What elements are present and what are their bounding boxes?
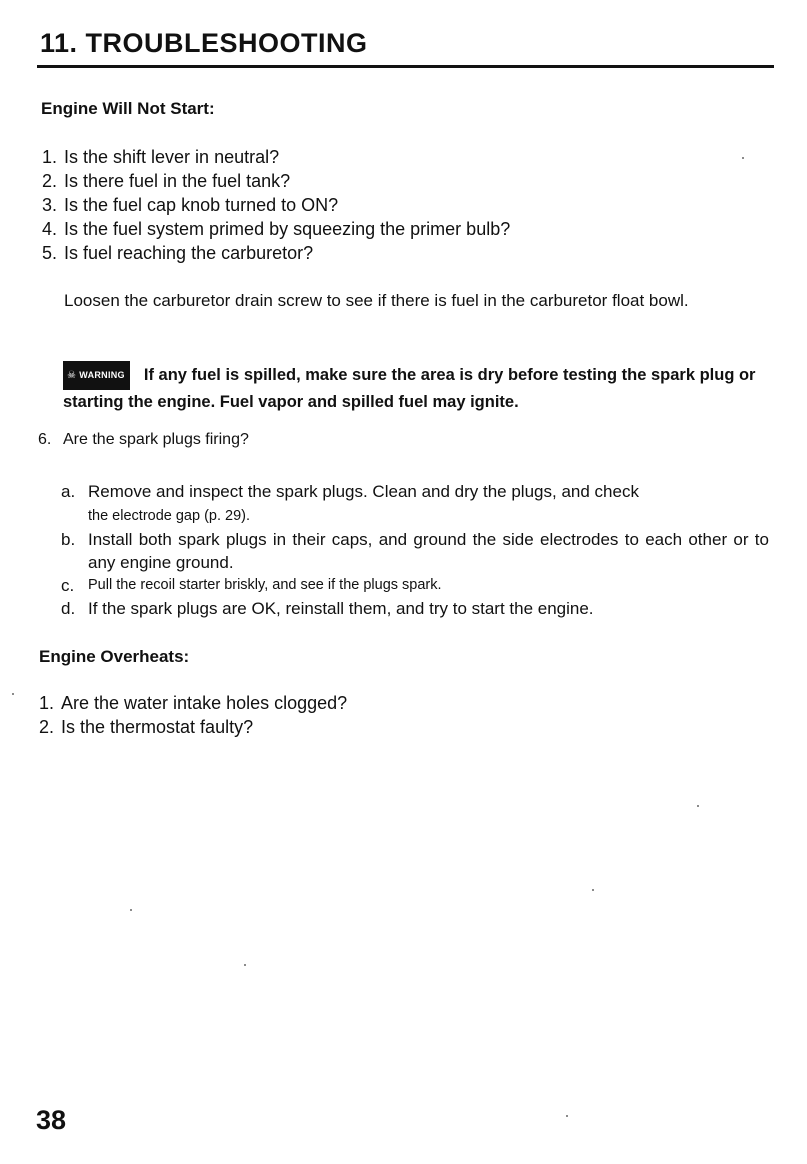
overheat-checklist (39, 691, 347, 739)
scan-speck (592, 889, 594, 891)
warning-symbol-icon: ☠ (67, 370, 77, 381)
page-number: 38 (36, 1105, 67, 1135)
start-checklist (42, 145, 510, 265)
list-item: 3. Is the fuel cap knob turned to ON? (42, 195, 339, 215)
title-rule (37, 65, 774, 68)
list-item: 2. Is the thermostat faulty? (39, 717, 254, 737)
carburetor-paragraph: Loosen the carburetor drain screw to see if there is fuel in the carburetor float bowl. (64, 291, 689, 310)
warning-note (63, 361, 769, 415)
section-heading-engine-will-not-start: Engine Will Not Start: (41, 99, 215, 118)
list-item-number: 6. (38, 431, 52, 448)
list-item: 2. Is there fuel in the fuel tank? (42, 171, 291, 191)
scan-speck (566, 1115, 568, 1117)
list-item-text: Are the spark plugs firing? (63, 431, 249, 448)
scan-speck (130, 909, 132, 911)
spark-plug-substeps (61, 480, 769, 620)
warning-text: If any fuel is spilled, make sure the area is dry before testing the spark plug or starting the engine. Fuel vapor and spilled fuel may ignite. (63, 366, 756, 411)
warning-badge: ☠ WARNING (63, 361, 130, 390)
page-title: 11. TROUBLESHOOTING (40, 28, 368, 58)
section-heading-engine-overheats: Engine Overheats: (39, 647, 190, 666)
list-item: 1. Are the water intake holes clogged? (39, 693, 348, 713)
list-item: a. Remove and inspect the spark plugs. Clean and dry the plugs, and check the electrode gap (p. 29). (61, 482, 639, 524)
scan-speck (742, 157, 744, 159)
scan-speck (244, 964, 246, 966)
list-item: d. If the spark plugs are OK, reinstall them, and try to start the engine. (61, 599, 594, 618)
list-item: b. Install both spark plugs in their caps, and ground the side electrodes to each other or to any engine ground. (61, 530, 769, 572)
scan-speck (697, 805, 699, 807)
scan-speck (12, 693, 14, 695)
list-item-6 (38, 431, 249, 449)
list-item: 4. Is the fuel system primed by squeezing the primer bulb? (42, 219, 511, 239)
list-item: 5. Is fuel reaching the carburetor? (42, 243, 314, 263)
list-item: c. Pull the recoil starter briskly, and see if the plugs spark. (61, 576, 442, 595)
list-item: 1. Is the shift lever in neutral? (42, 147, 280, 167)
